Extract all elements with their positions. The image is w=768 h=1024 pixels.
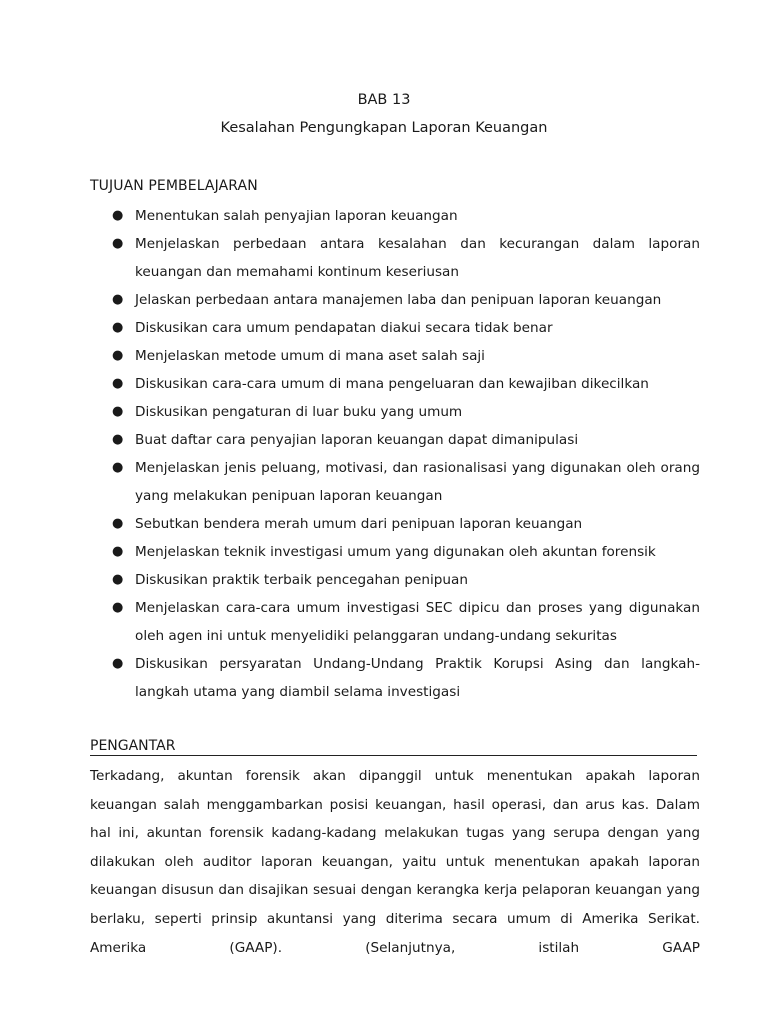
bullet-icon: ● <box>112 572 124 587</box>
list-item: ● Menentukan salah penyajian laporan keuangan <box>112 202 700 230</box>
list-item: ● Diskusikan persyaratan Undang-Undang Praktik Korupsi Asing dan langkah-langkah utama yang diambil selama investigasi <box>112 650 700 706</box>
bullet-icon: ● <box>112 432 124 447</box>
intro-paragraph: Terkadang, akuntan forensik akan dipanggil untuk menentukan apakah laporan keuangan salah menggambarkan posisi keuangan, hasil operasi, dan arus kas. Dalam hal ini, akuntan forensik kadang-kadang melakukan tugas yang serupa dengan yang dilakukan oleh auditor laporan keuangan, yaitu untuk menentukan apakah laporan keuangan disusun dan disajikan sesuai dengan kerangka kerja pelaporan keuangan yang berlaku, seperti prinsip akuntansi yang diterima secara umum di Amerika Serikat. Amerika (GAAP). (Selanjutnya, istilah GAAP <box>90 768 700 956</box>
bullet-icon: ● <box>112 404 124 419</box>
bullet-icon: ● <box>112 236 124 251</box>
objectives-list <box>112 202 700 706</box>
list-item: ● Diskusikan cara-cara umum di mana pengeluaran dan kewajiban dikecilkan <box>112 370 700 398</box>
list-item: ● Diskusikan cara umum pendapatan diakui secara tidak benar <box>112 314 700 342</box>
bullet-icon: ● <box>112 460 124 475</box>
list-item: ● Menjelaskan perbedaan antara kesalahan dan kecurangan dalam laporan keuangan dan memahami kontinum keseriusan <box>112 230 700 286</box>
bullet-icon: ● <box>112 656 124 671</box>
chapter-number: BAB 13 <box>357 92 411 108</box>
list-item: ● Sebutkan bendera merah umum dari penipuan laporan keuangan <box>112 510 700 538</box>
list-item: ● Buat daftar cara penyajian laporan keuangan dapat dimanipulasi <box>112 426 700 454</box>
bullet-icon: ● <box>112 516 124 531</box>
chapter-title: Kesalahan Pengungkapan Laporan Keuangan <box>220 120 548 136</box>
bullet-icon: ● <box>112 348 124 363</box>
bullet-icon: ● <box>112 320 124 335</box>
list-item: ● Diskusikan pengaturan di luar buku yang umum <box>112 398 700 426</box>
objectives-heading: TUJUAN PEMBELAJARAN <box>90 178 258 194</box>
list-item: ● Menjelaskan jenis peluang, motivasi, dan rasionalisasi yang digunakan oleh orang yang melakukan penipuan laporan keuangan <box>112 454 700 510</box>
list-item: ● Menjelaskan metode umum di mana aset salah saji <box>112 342 700 370</box>
list-item: ● Diskusikan praktik terbaik pencegahan penipuan <box>112 566 700 594</box>
list-item: ● Jelaskan perbedaan antara manajemen laba dan penipuan laporan keuangan <box>112 286 700 314</box>
intro-heading: PENGANTAR <box>90 738 697 756</box>
bullet-icon: ● <box>112 544 124 559</box>
bullet-icon: ● <box>112 600 124 615</box>
bullet-icon: ● <box>112 208 124 223</box>
bullet-icon: ● <box>112 376 124 391</box>
list-item: ● Menjelaskan cara-cara umum investigasi SEC dipicu dan proses yang digunakan oleh agen ini untuk menyelidiki pelanggaran undang-undang sekuritas <box>112 594 700 650</box>
list-item: ● Menjelaskan teknik investigasi umum yang digunakan oleh akuntan forensik <box>112 538 700 566</box>
bullet-icon: ● <box>112 292 124 307</box>
